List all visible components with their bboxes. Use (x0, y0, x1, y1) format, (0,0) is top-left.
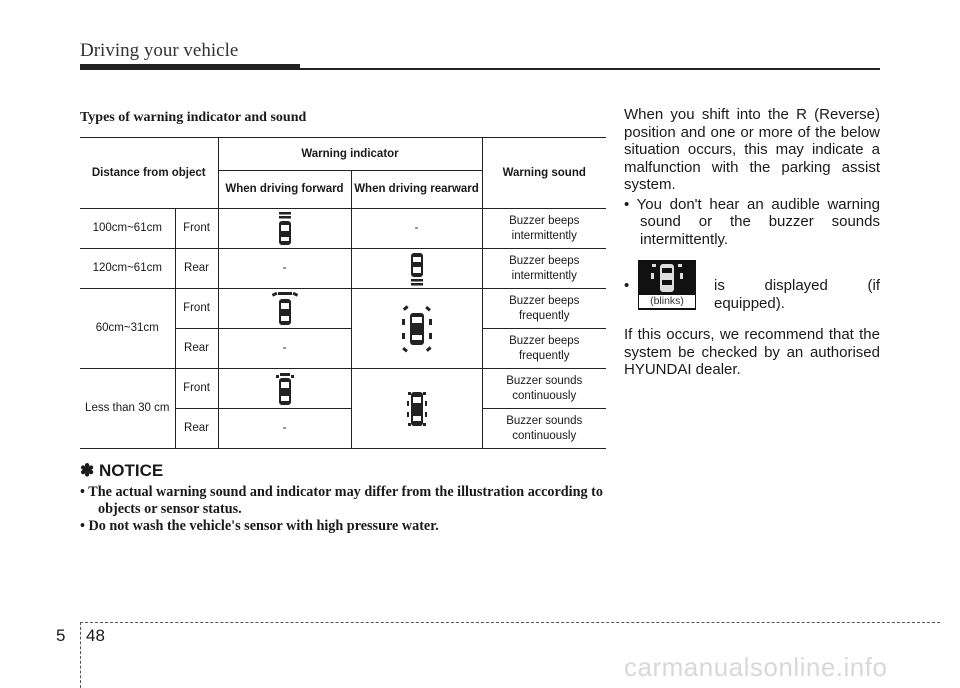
sound-cell: Buzzer sounds continuously (482, 409, 606, 449)
direction-cell: Rear (175, 329, 218, 369)
table-row (80, 209, 606, 249)
dealer-recommendation: If this occurs, we recommend that the system be checked by an authorised HYUNDAI dealer. (624, 326, 880, 378)
notice-title: ✽ NOTICE (80, 461, 164, 480)
forward-indicator-cell: - (218, 329, 351, 369)
bullet-text: You don't hear an audible warning sound or the buzzer sounds intermittently. (636, 195, 880, 248)
distance-cell: Less than 30 cm (80, 369, 175, 449)
chapter-title: Driving your vehicle (80, 40, 239, 61)
rearward-indicator-cell (351, 369, 482, 449)
header-forward: When driving forward (218, 171, 351, 209)
car-rear-warning-icon (410, 252, 424, 286)
car-all-close-icon (402, 305, 432, 353)
direction-cell: Front (175, 209, 218, 249)
sound-cell: Buzzer sounds continuously (482, 369, 606, 409)
table-row (80, 369, 606, 409)
watermark: carmanualsonline.info (624, 652, 888, 682)
notice-item: • The actual warning sound and indicator may differ from the illustration according to objects or sensor status. (80, 484, 608, 518)
rearward-indicator-cell (351, 249, 482, 289)
notice-list (80, 484, 608, 535)
direction-cell: Rear (175, 409, 218, 449)
bullet-text: is displayed (if equipped). (714, 277, 880, 312)
header-rule (80, 68, 880, 70)
bullet-dot: • (624, 277, 630, 294)
forward-indicator-cell: - (218, 409, 351, 449)
page-number: 48 (86, 626, 105, 645)
warning-table (80, 137, 606, 449)
header-indicator: Warning indicator (218, 138, 482, 171)
rearward-indicator-cell (351, 289, 482, 369)
forward-indicator-cell: - (218, 249, 351, 289)
distance-cell: 100cm~61cm (80, 209, 175, 249)
bullet-blink-indicator (624, 260, 880, 310)
car-front-close-icon (270, 291, 300, 327)
header-sound: Warning sound (482, 138, 606, 209)
car-all-closest-icon (407, 389, 427, 429)
forward-indicator-cell (218, 369, 351, 409)
sound-cell: Buzzer beeps intermittently (482, 249, 606, 289)
car-blink-icon (638, 260, 696, 296)
car-front-warning-icon (277, 211, 293, 247)
forward-indicator-cell (218, 289, 351, 329)
distance-cell: 60cm~31cm (80, 289, 175, 369)
header-rearward: When driving rearward (351, 171, 482, 209)
blinks-caption: (blinks) (639, 295, 695, 308)
car-front-closest-icon (275, 372, 295, 406)
direction-cell: Rear (175, 249, 218, 289)
malfunction-intro: When you shift into the R (Reverse) position and one or more of the below situation occurs, this may indicate a malfunction with the parking assist system. (624, 106, 880, 193)
header-distance: Distance from object (80, 138, 218, 209)
sound-cell: Buzzer beeps frequently (482, 329, 606, 369)
forward-indicator-cell (218, 209, 351, 249)
section-number: 5 (56, 626, 66, 645)
direction-cell: Front (175, 369, 218, 409)
distance-cell: 120cm~61cm (80, 249, 175, 289)
rearward-indicator-cell: - (351, 209, 482, 249)
sound-cell: Buzzer beeps intermittently (482, 209, 606, 249)
direction-cell: Front (175, 289, 218, 329)
malfunction-section (624, 106, 880, 379)
table-row (80, 289, 606, 329)
footer-rule (80, 622, 940, 623)
section-title: Types of warning indicator and sound (80, 110, 307, 125)
footer-divider (80, 622, 81, 688)
table-row (80, 249, 606, 289)
sound-cell: Buzzer beeps frequently (482, 289, 606, 329)
notice-item: • Do not wash the vehicle's sensor with high pressure water. (80, 518, 608, 535)
bullet-no-sound: • You don't hear an audible warning sound or the buzzer sounds intermittently. (624, 195, 880, 248)
